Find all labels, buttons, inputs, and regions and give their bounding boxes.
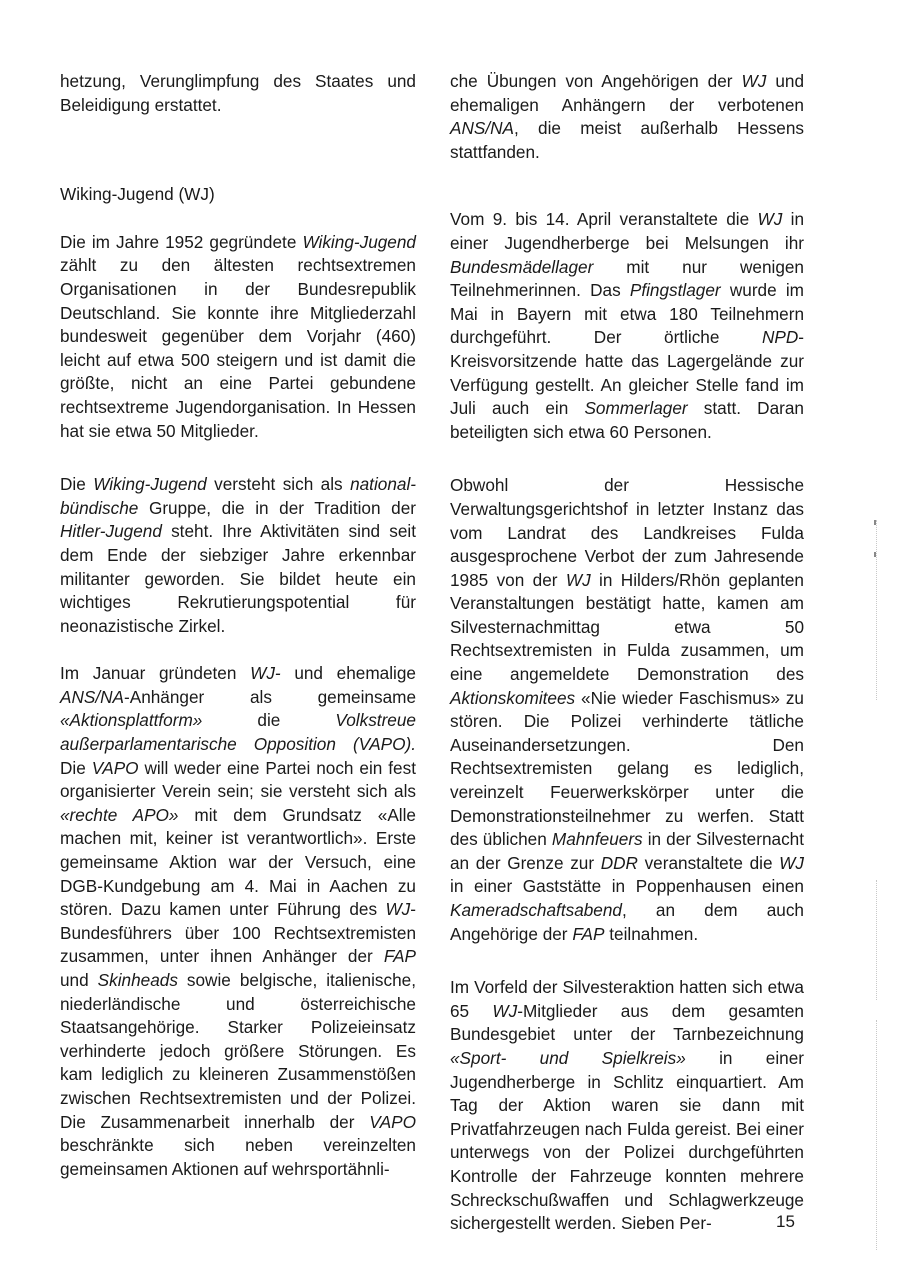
italic-run: FAP [572,923,605,944]
text-run: in der Silvesternacht an der Grenze zur [450,829,804,873]
italic-run: ANS/NA [450,118,514,139]
italic-run: Hitler-Jugend [60,521,162,542]
italic-run: WJ [741,71,767,91]
italic-run: VAPO [369,1111,416,1132]
text-run: beschränkte sich neben vereinzelten gemeinsamen Aktionen auf wehrsportähnli- [60,1135,416,1179]
right-paragraph-fulda [450,474,804,946]
right-paragraph-silvester [450,976,804,1236]
scan-tick [874,520,876,525]
page-number: 15 [776,1212,795,1231]
left-paragraph-self-image [60,473,416,638]
text-run: und [60,970,98,990]
italic-run: «rechte APO» [60,804,179,825]
text-run: «Nie wieder Faschismus» zu stören. Die Polizei verhinderte tätliche Auseinandersetzungen. Den Rechtsextremisten gelang es lediglich, vereinzelt Feuerwerkskörper unter die Demonstrationsteilnehmer zu werfen. Statt des üblichen [450,687,804,850]
italic-run: FAP [383,946,416,967]
text-run: in einer Gaststätte in Poppenhausen einen [450,876,804,897]
text-run: sowie belgische, italienische, niederländische und österreichische Staatsangehörige. Starker Polizeieinsatz verhinderte jedoch größere Störungen. Es kam lediglich zu kleineren Zusammenstößen zwischen Rechtsextremisten und der Polizei. Die Zusammenarbeit innerhalb der [60,970,416,1132]
italic-run: Sommerlager [584,398,688,419]
italic-run: Wiking-Jugend [93,474,207,495]
italic-run: NPD [761,327,799,348]
italic-run: VAPO [91,757,139,778]
scan-tick [874,552,876,557]
italic-run: Mahnfeuers [551,829,643,850]
text-run: in einer Jugendherberge in Schlitz einquartiert. Am Tag der Aktion waren sie dann mit Privatfahrzeugen nach Fulda gereist. Bei einer unterwegs von der Polizei durchgeführten Kontrolle der Fahrzeuge konnten mehrere Schreckschußwaffen und Schlagwerkzeuge sichergestellt werden. Sieben Per- [450,1047,804,1234]
text-run: und ehemaligen Anhängern der verbotenen [450,71,805,115]
text-run: mit nur wenigen Teilnehmerinnen. Das [450,256,804,301]
text-run: che Übungen von Angehörigen der [450,71,742,91]
left-column [60,70,416,1181]
scan-margin-mark [876,1020,877,1250]
italic-run: Pfingstlager [629,280,721,301]
text-run: in einer Jugendherberge bei Melsungen ihr [450,209,805,253]
italic-run: WJ [779,852,804,873]
text-run: , an dem auch Angehörige der [450,900,804,944]
italic-run: Aktionskomitees [450,687,576,708]
italic-run: Wiking-Jugend [302,231,416,252]
text-run: will weder eine Partei noch ein fest organisierter Verein sein; sie versteht sich als [60,757,416,802]
text-run: wurde im Mai in Bayern mit etwa 180 Teilnehmern durchgeführt. Der örtliche [450,280,804,348]
right-column [450,70,804,1236]
italic-run: Volkstreue außerparlamentarische Opposition (VAPO). [60,710,416,755]
italic-run: WJ [492,1000,518,1021]
text-run: Die im Jahre 1952 gegründete [60,231,303,252]
text-run: Im Vorfeld der Silvesteraktion hatten sich etwa 65 [450,977,804,1021]
text-run: Obwohl der Hessische Verwaltungsgerichtshof in letzter Instanz das vom Landrat des Landkreises Fulda ausgesprochene Verbot der zum Jahresende 1985 von der [450,475,804,590]
text-run: statt. Daran beteiligten sich etwa 60 Personen. [450,398,804,442]
text-run: und ehemalige [280,663,416,684]
scan-margin-mark [876,520,877,700]
italic-run: Kameradschaftsabend [450,900,622,920]
italic-run: WJ [565,569,591,590]
text-run: die [202,710,336,731]
text-run: teilnahmen. [604,923,699,944]
text-run: Vom 9. bis 14. April veranstaltete die [450,209,758,230]
text-run: Gruppe, die in der Tradition der [138,497,416,518]
text-run: -Bundesführers über 100 Rechtsextremisten zusammen, unter ihnen Anhänger der [60,899,416,967]
italic-run: WJ- [250,663,281,684]
italic-run: national-bündische [60,474,416,518]
italic-run: ANS/NA [60,686,124,707]
text-run: steht. Ihre Aktivitäten sind seit dem Ende der siebziger Jahre erkennbar militanter geworden. Sie bildet heute ein wichtiges Rekrutierungspotential für neonazistische Zirkel. [60,521,416,636]
text-run: versteht sich als [206,474,351,495]
italic-run: DDR [600,852,638,873]
text-run: Die [60,757,92,778]
section-heading: Wiking-Jugend (WJ) [60,184,215,205]
italic-run: «Aktionsplattform» [60,710,203,731]
text-run: -Mitglieder aus dem gesamten Bundesgebiet unter der Tarnbezeichnung [450,1000,804,1045]
text-run: -Anhänger als gemeinsame [124,686,416,707]
left-paragraph-continuation: hetzung, Verunglimpfung des Staates und Beleidigung erstattet. [60,71,416,115]
text-run: veranstaltete die [637,852,780,873]
right-paragraph-camps [450,208,804,444]
text-run: zählt zu den ältesten rechtsextremen Organisationen in der Bundesrepublik Deutschland. Sie konnte ihre Mitgliederzahl bundesweit gegenüber dem Vorjahr (460) leicht auf etwa 500 steigern und ist damit die größte, nicht an eine Partei gebundene rechtsextreme Jugendorganisation. In Hessen hat sie etwa 50 Mitglieder. [60,255,416,441]
text-run: mit dem Grundsatz «Alle machen mit, keiner ist verantwortlich». Erste gemeinsame Aktion war der Versuch, eine DGB-Kundgebung am 4. Mai in Aachen zu stören. Dazu kamen unter Führung des [60,804,416,920]
scan-margin-mark [876,880,877,1000]
left-paragraph-vapo [60,662,416,1181]
text-run: , die meist außerhalb Hessens stattfanden. [450,118,804,162]
text-run: -Kreisvorsitzende hatte das Lagergelände zur Verfügung gestellt. An gleicher Stelle fand im Juli auch ein [450,327,804,419]
text-run: Die [60,474,94,495]
italic-run: Bundesmädellager [450,256,594,277]
text-run: Im Januar gründeten [60,663,251,684]
italic-run: WJ [757,209,783,230]
italic-run: Skinheads [97,970,178,990]
left-paragraph-founding [60,231,416,443]
right-paragraph-continuation [450,70,804,164]
italic-run: WJ [385,899,411,920]
italic-run: «Sport- und Spielkreis» [450,1047,686,1068]
text-run: in Hilders/Rhön geplanten Veranstaltungen bestätigt hatte, kamen am Silvesternachmittag etwa 50 Rechtsextremisten in Fulda zusammen, um eine angemeldete Demonstration des [450,569,804,685]
